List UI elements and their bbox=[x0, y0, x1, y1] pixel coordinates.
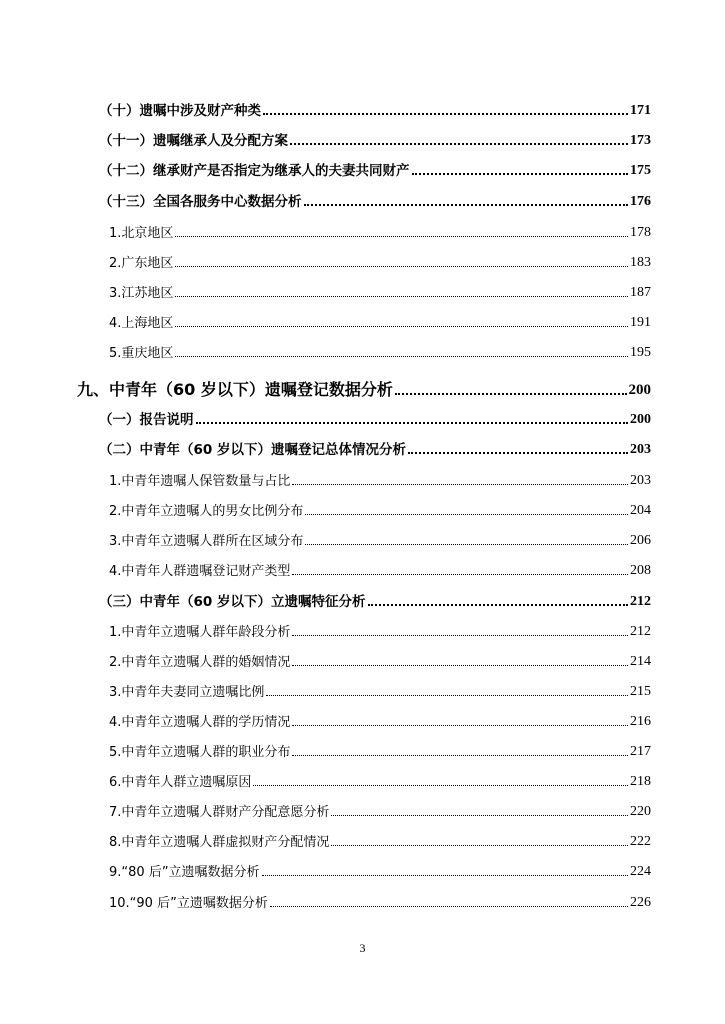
toc-entry-title: 1.中青年立遗嘱人群年龄段分析 bbox=[109, 625, 291, 640]
toc-entry-title: 1.北京地区 bbox=[109, 226, 174, 241]
toc-subsection-entry[interactable] bbox=[109, 564, 651, 578]
toc-dot-leader bbox=[408, 452, 628, 454]
toc-subsection-entry[interactable] bbox=[109, 286, 651, 300]
toc-dot-leader bbox=[292, 484, 628, 485]
toc-dot-leader bbox=[292, 574, 628, 575]
toc-subsection-entry[interactable] bbox=[109, 745, 651, 759]
toc-entry-title: 8.中青年立遗嘱人群虚拟财产分配情况 bbox=[109, 835, 330, 850]
toc-entry-page: 217 bbox=[630, 744, 651, 759]
page-number: 3 bbox=[359, 941, 366, 955]
toc-entry-page: 191 bbox=[630, 315, 651, 330]
toc-dot-leader bbox=[290, 143, 628, 145]
toc-entry-title: 10.“90 后”立遗嘱数据分析 bbox=[109, 896, 268, 911]
toc-subsection-entry[interactable] bbox=[109, 346, 651, 360]
toc-entry-page: 215 bbox=[630, 684, 651, 699]
toc-subsection-entry[interactable] bbox=[109, 474, 651, 488]
toc-subsection-entry[interactable] bbox=[109, 655, 651, 669]
toc-entry-page: 224 bbox=[630, 864, 651, 879]
toc-entry-title: 9.“80 后”立遗嘱数据分析 bbox=[109, 865, 260, 880]
toc-entry-page: 204 bbox=[630, 503, 651, 518]
toc-dot-leader bbox=[412, 173, 629, 175]
toc-subsection-entry[interactable] bbox=[109, 715, 651, 729]
toc-subsection-entry[interactable] bbox=[109, 835, 651, 849]
toc-entry-title: 6.中青年人群立遗嘱原因 bbox=[109, 775, 252, 790]
toc-entry-title: （十二）继承财产是否指定为继承人的夫妻共同财产 bbox=[99, 162, 410, 179]
toc-entry-title: 2.中青年立遗嘱人的男女比例分布 bbox=[109, 504, 304, 519]
toc-entry-title: 2.广东地区 bbox=[109, 256, 174, 271]
toc-entry-page: 212 bbox=[630, 594, 651, 609]
toc-dot-leader bbox=[292, 635, 628, 636]
toc-entry-page: 200 bbox=[630, 412, 651, 427]
toc-entry-title: 4.上海地区 bbox=[109, 316, 174, 331]
toc-subsection-entry[interactable] bbox=[109, 685, 651, 699]
toc-entry-page: 187 bbox=[630, 285, 651, 300]
toc-entry-page: 183 bbox=[630, 255, 651, 270]
toc-subsection-entry[interactable] bbox=[109, 226, 651, 240]
toc-entry-title: 3.中青年夫妻同立遗嘱比例 bbox=[109, 685, 265, 700]
toc-dot-leader bbox=[196, 422, 629, 424]
toc-entry-page: 200 bbox=[628, 382, 651, 398]
toc-dot-leader bbox=[368, 604, 629, 606]
toc-section-entry[interactable] bbox=[99, 413, 651, 427]
toc-section-entry[interactable] bbox=[99, 134, 651, 148]
toc-entry-page: 222 bbox=[630, 834, 651, 849]
toc-entry-title: （十三）全国各服务中心数据分析 bbox=[99, 193, 302, 210]
toc-dot-leader bbox=[175, 236, 628, 237]
toc-entry-title: 九、中青年（60 岁以下）遗嘱登记数据分析 bbox=[77, 380, 393, 399]
toc-dot-leader bbox=[266, 695, 628, 696]
toc-entry-title: 5.重庆地区 bbox=[109, 346, 174, 361]
toc-entry-title: 4.中青年立遗嘱人群的学历情况 bbox=[109, 715, 291, 730]
toc-entry-title: （三）中青年（60 岁以下）立遗嘱特征分析 bbox=[99, 593, 366, 610]
toc-entry-title: 2.中青年立遗嘱人群的婚姻情况 bbox=[109, 655, 291, 670]
toc-entry-page: 206 bbox=[630, 533, 651, 548]
toc-dot-leader bbox=[175, 296, 628, 297]
toc-section-entry[interactable] bbox=[99, 195, 651, 209]
toc-subsection-entry[interactable] bbox=[109, 775, 651, 789]
toc-subsection-entry[interactable] bbox=[109, 896, 651, 910]
toc-dot-leader bbox=[292, 725, 628, 726]
toc-dot-leader bbox=[395, 393, 627, 395]
toc-dot-leader bbox=[262, 875, 628, 876]
toc-entry-title: 5.中青年立遗嘱人群的职业分布 bbox=[109, 745, 291, 760]
toc-dot-leader bbox=[175, 356, 628, 357]
toc-entry-page: 178 bbox=[630, 225, 651, 240]
toc-subsection-entry[interactable] bbox=[109, 865, 651, 879]
toc-entry-page: 214 bbox=[630, 654, 651, 669]
toc-dot-leader bbox=[253, 785, 628, 786]
toc-entry-title: 1.中青年遗嘱人保管数量与占比 bbox=[109, 474, 291, 489]
toc-entry-page: 216 bbox=[630, 714, 651, 729]
toc-entry-page: 171 bbox=[630, 103, 651, 118]
toc-entry-page: 203 bbox=[630, 442, 651, 457]
toc-subsection-entry[interactable] bbox=[109, 504, 651, 518]
toc-entry-title: （一）报告说明 bbox=[99, 411, 194, 428]
toc-dot-leader bbox=[263, 113, 628, 115]
toc-entry-page: 176 bbox=[630, 194, 651, 209]
toc-dot-leader bbox=[292, 665, 628, 666]
toc-entry-title: 7.中青年立遗嘱人群财产分配意愿分析 bbox=[109, 805, 330, 820]
toc-dot-leader bbox=[331, 845, 628, 846]
toc-section-entry[interactable] bbox=[99, 443, 651, 457]
toc-entry-page: 175 bbox=[630, 163, 651, 178]
toc-entry-title: （十）遗嘱中涉及财产种类 bbox=[99, 102, 261, 119]
toc-subsection-entry[interactable] bbox=[109, 625, 651, 639]
toc-entry-title: （十一）遗嘱继承人及分配方案 bbox=[99, 132, 288, 149]
toc-entry-title: 4.中青年人群遗嘱登记财产类型 bbox=[109, 564, 291, 579]
toc-section-entry[interactable] bbox=[99, 104, 651, 118]
toc-subsection-entry[interactable] bbox=[109, 256, 651, 270]
toc-dot-leader bbox=[292, 755, 628, 756]
toc-dot-leader bbox=[175, 266, 628, 267]
toc-entry-page: 208 bbox=[630, 563, 651, 578]
toc-subsection-entry[interactable] bbox=[109, 316, 651, 330]
toc-chapter-entry[interactable] bbox=[77, 382, 651, 398]
toc-dot-leader bbox=[270, 906, 628, 907]
toc-section-entry[interactable] bbox=[99, 595, 651, 609]
toc-entry-page: 195 bbox=[630, 345, 651, 360]
toc-dot-leader bbox=[175, 326, 628, 327]
toc-entry-page: 226 bbox=[630, 895, 651, 910]
toc-entry-title: 3.中青年立遗嘱人群所在区域分布 bbox=[109, 534, 304, 549]
toc-entry-page: 220 bbox=[630, 804, 651, 819]
toc-entry-title: 3.江苏地区 bbox=[109, 286, 174, 301]
toc-entry-page: 173 bbox=[630, 133, 651, 148]
toc-dot-leader bbox=[331, 815, 628, 816]
toc-entry-page: 212 bbox=[630, 624, 651, 639]
toc-subsection-entry[interactable] bbox=[109, 805, 651, 819]
toc-dot-leader bbox=[305, 544, 628, 545]
toc-dot-leader bbox=[305, 514, 628, 515]
toc-entry-title: （二）中青年（60 岁以下）遗嘱登记总体情况分析 bbox=[99, 441, 406, 458]
toc-subsection-entry[interactable] bbox=[109, 534, 651, 548]
toc-section-entry[interactable] bbox=[99, 164, 651, 178]
toc-entry-page: 218 bbox=[630, 774, 651, 789]
toc-dot-leader bbox=[304, 204, 629, 206]
toc-entry-page: 203 bbox=[630, 473, 651, 488]
